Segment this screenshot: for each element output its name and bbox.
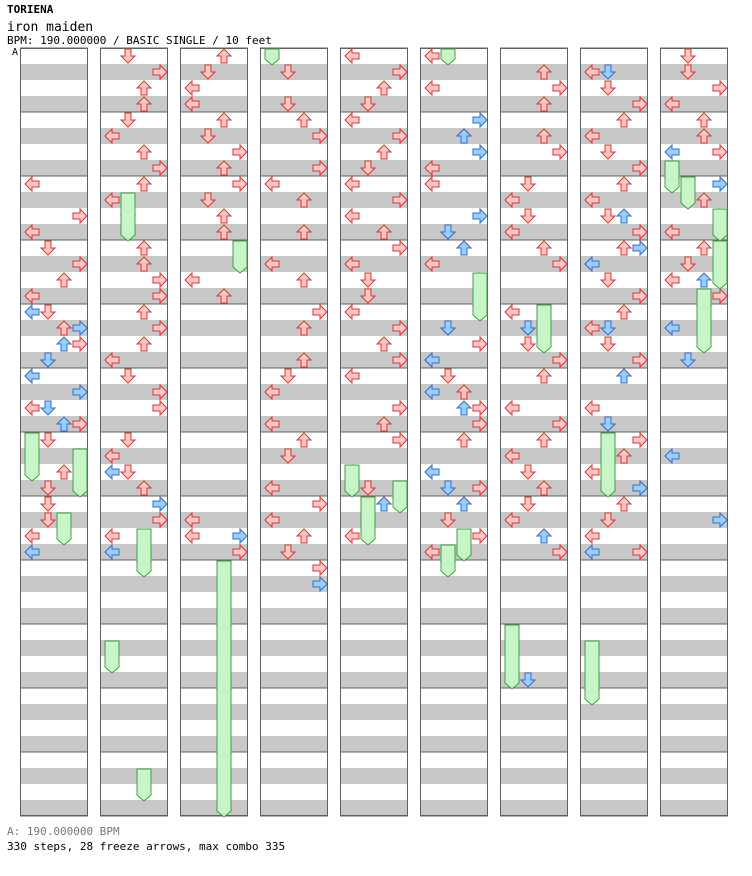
chart-info: BPM: 190.000000 / BASIC SINGLE / 10 feet (7, 34, 272, 47)
freeze-arrow (105, 641, 119, 673)
freeze-arrow (217, 561, 231, 817)
freeze-arrow (713, 241, 727, 289)
freeze-arrow (697, 289, 711, 353)
freeze-arrow (457, 529, 471, 561)
freeze-arrow (137, 769, 151, 801)
freeze-arrow (233, 241, 247, 273)
chart-column (500, 48, 568, 816)
bpm-marker: A (12, 47, 19, 58)
freeze-arrow (345, 465, 359, 497)
bpm-legend: A: 190.000000 BPM (7, 825, 120, 838)
freeze-arrow (601, 433, 615, 497)
chart-author: TORIENA (7, 3, 54, 16)
freeze-arrow (537, 305, 551, 353)
freeze-arrow (393, 481, 407, 513)
freeze-arrow (25, 433, 39, 481)
freeze-arrow (361, 497, 375, 545)
freeze-arrow (505, 625, 519, 689)
chart-column (180, 48, 248, 816)
freeze-arrow (473, 273, 487, 321)
freeze-arrow (137, 529, 151, 577)
freeze-arrow (57, 513, 71, 545)
freeze-arrow (585, 641, 599, 705)
chart-column (100, 48, 168, 816)
freeze-arrow (681, 177, 695, 209)
freeze-arrow (441, 545, 455, 577)
freeze-arrow (73, 449, 87, 497)
chart-column (20, 48, 88, 816)
chart-column (340, 48, 408, 816)
chart-stats: 330 steps, 28 freeze arrows, max combo 335 (7, 840, 286, 853)
chart-column (260, 48, 328, 816)
freeze-arrow (121, 193, 135, 241)
song-title: iron maiden (7, 20, 94, 35)
freeze-arrow (665, 161, 679, 193)
freeze-arrow (713, 209, 727, 241)
